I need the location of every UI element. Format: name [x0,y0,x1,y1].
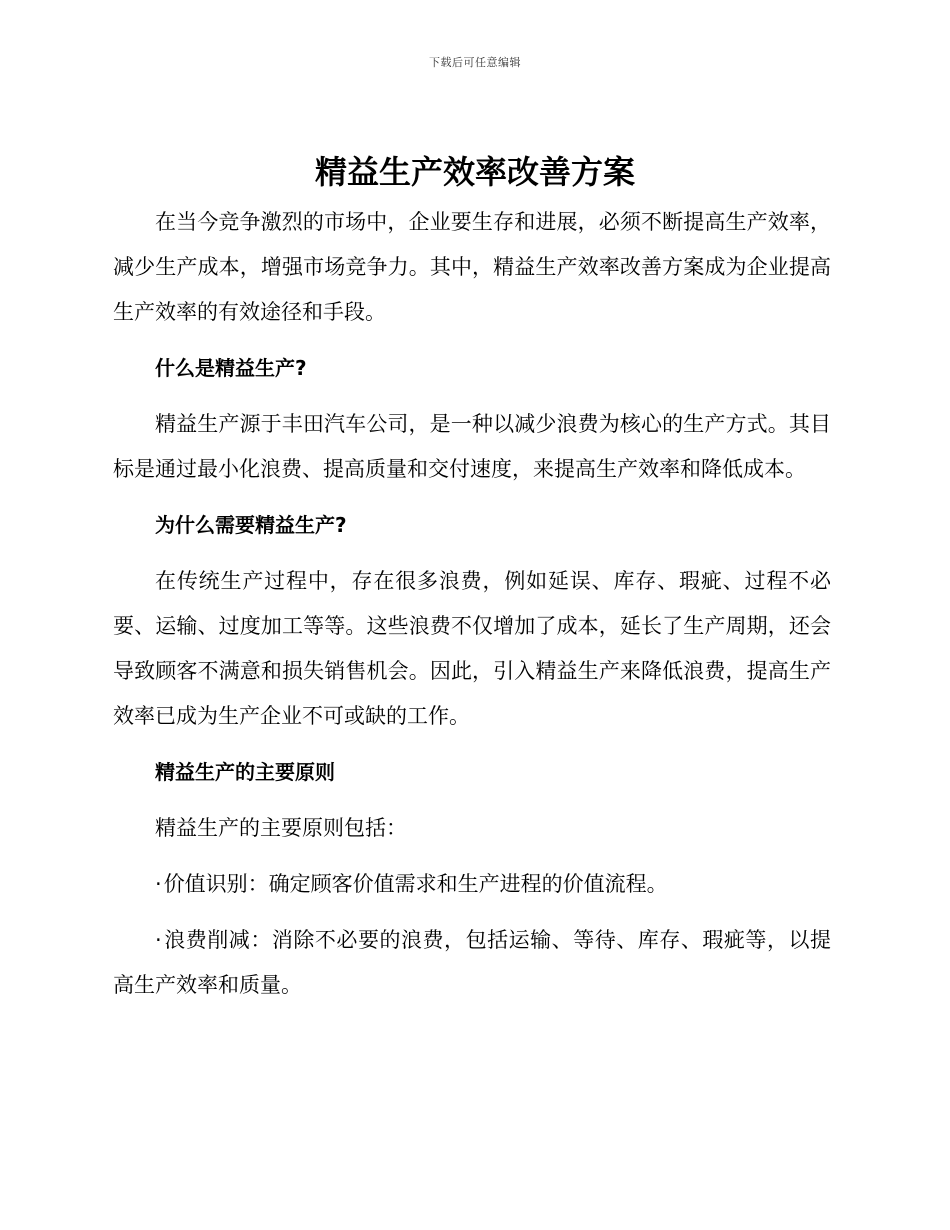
section-heading-why: 为什么需要精益生产? [155,513,347,537]
section-heading-what: 什么是精益生产? [155,356,307,380]
why-paragraph: 在传统生产过程中，存在很多浪费，例如延误、库存、瑕疵、过程不必要、运输、过度加工等等。这些浪费不仅增加了成本，延长了生产周期，还会导致顾客不满意和损失销售机会。因此，引入精益生产来降低浪费，提高生产效率已成为生产企业不可或缺的工作。 [113,569,831,728]
bullet-text: 价值识别：确定顾客价值需求和生产进程的价值流程。 [163,872,668,896]
bullet-item [113,918,831,1008]
document-title: 精益生产效率改善方案 [314,153,635,191]
header-note: 下载后可任意编辑 [429,56,521,69]
bullet-marker: · [155,928,162,952]
bullet-text: 浪费削减：消除不必要的浪费，包括运输、等待、库存、瑕疵等，以提高生产效率和质量。 [113,928,831,997]
what-paragraph: 精益生产源于丰田汽车公司，是一种以减少浪费为核心的生产方式。其目标是通过最小化浪费、提高质量和交付速度，来提高生产效率和降低成本。 [113,412,831,481]
document-body [113,200,831,1019]
bullet-item [113,862,831,907]
intro-paragraph: 在当今竞争激烈的市场中，企业要生存和进展，必须不断提高生产效率，减少生产成本，增强市场竞争力。其中，精益生产效率改善方案成为企业提高生产效率的有效途径和手段。 [113,210,831,324]
section-heading-principles: 精益生产的主要原则 [155,760,335,784]
bullet-marker: · [155,872,162,896]
principles-intro-paragraph: 精益生产的主要原则包括： [155,816,407,840]
